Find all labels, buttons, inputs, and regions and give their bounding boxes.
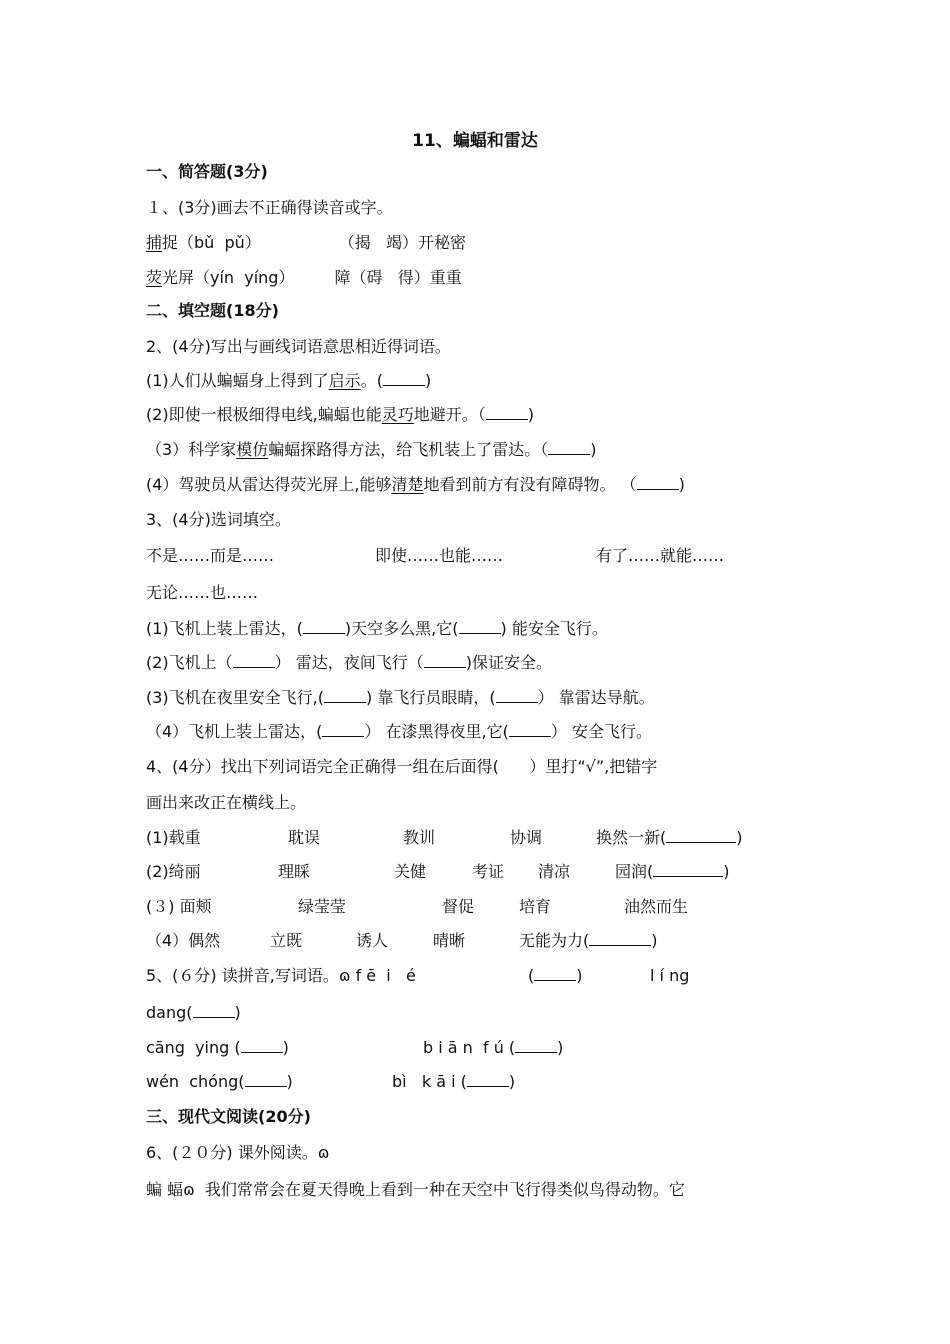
answer-blank[interactable] — [486, 405, 528, 420]
q4-r4-answer — [519, 930, 658, 952]
q1-row-2 — [146, 267, 462, 289]
item-text: 蝙蝠探路得方法，给飞机装上了雷达。（ — [268, 440, 549, 459]
item-text: (3)飞机在夜里安全飞行,( — [146, 688, 324, 707]
answer-blank[interactable] — [324, 688, 366, 703]
item-text: (1)飞机上装上雷达，( — [146, 619, 303, 638]
q3-item-1 — [146, 618, 608, 640]
underlined-word: 清楚 — [391, 475, 424, 494]
q4-r3-word: 绿莹莹 — [298, 897, 347, 916]
char-choice: 障（碍 得）重重 — [334, 268, 462, 287]
q4-r4-word: 晴晰 — [433, 931, 466, 950]
q3-item-2 — [146, 652, 552, 674]
q4-r4-word: （4）偶然 — [146, 931, 221, 950]
answer-blank[interactable] — [548, 440, 590, 455]
item-text: wén chóng( — [146, 1072, 245, 1091]
item-text: 园润( — [615, 862, 654, 881]
q3-item-3 — [146, 687, 655, 709]
answer-blank[interactable] — [509, 722, 551, 737]
q4-r4-word: 立既 — [270, 931, 303, 950]
section-3-heading: 三、现代文阅读(20分) — [146, 1107, 311, 1126]
paren: ) — [557, 1038, 564, 1057]
paren: ) — [576, 966, 583, 985]
item-text: ） 在漆黑得夜里,它( — [364, 722, 509, 741]
q3-item-4 — [146, 721, 652, 743]
answer-blank[interactable] — [637, 475, 679, 490]
q5-line-1: 5、(６分) 读拼音,写词语。ɷ f ē i é — [146, 966, 416, 985]
answer-blank[interactable] — [383, 371, 425, 386]
answer-blank[interactable] — [193, 1003, 235, 1018]
q4-r1-word: 协调 — [510, 828, 543, 847]
item-text: (1)人们从蝙蝠身上得到了 — [146, 371, 329, 390]
underlined-char: 捕 — [146, 233, 163, 252]
item-text: （3）科学家 — [146, 440, 237, 459]
paren: ) — [678, 475, 685, 494]
q5-line-4a — [146, 1071, 293, 1093]
section-2-heading: 二、填空题(18分) — [146, 301, 279, 320]
q5-pinyin: l í ng — [650, 966, 690, 985]
q5-line-2 — [146, 1002, 241, 1024]
paren: ) — [286, 1072, 293, 1091]
q4-r1-word: 教训 — [403, 828, 436, 847]
q4-r2-answer — [615, 861, 730, 883]
answer-blank[interactable] — [467, 1072, 509, 1087]
answer-blank[interactable] — [515, 1038, 557, 1053]
item-text: 无能为力( — [519, 931, 590, 950]
q3-option-4: 无论……也…… — [146, 583, 259, 602]
q5-line-4b — [392, 1071, 515, 1093]
paren: ) — [424, 371, 432, 390]
answer-blank[interactable] — [589, 931, 651, 946]
paren: ( — [528, 966, 535, 985]
q1-stem: １、(3分)画去不正确得读音或字。 — [146, 198, 393, 217]
answer-blank[interactable] — [496, 688, 538, 703]
q4-r2-word: 理睬 — [278, 862, 311, 881]
item-text: (2)飞机上（ — [146, 653, 233, 672]
pinyin-choice: 光屏（yín yíng） — [162, 268, 295, 287]
q4-r4-word: 诱人 — [356, 931, 389, 950]
item-text: dang( — [146, 1003, 193, 1022]
paren: ) — [234, 1003, 241, 1022]
item-text: 换然一新( — [596, 828, 667, 847]
q4-r1-word: 耽误 — [288, 828, 321, 847]
q4-r3-word: 油然而生 — [624, 897, 689, 916]
item-text: )天空多么黑,它( — [344, 619, 459, 638]
item-text: 地避开。（ — [413, 405, 486, 424]
q5-line-3b — [423, 1037, 563, 1059]
answer-blank[interactable] — [666, 828, 736, 843]
q2-item-1 — [146, 370, 431, 392]
q4-r1-word: (1)载重 — [146, 828, 201, 847]
paren: ) — [527, 405, 535, 424]
item-text: ) 靠飞行员眼睛，( — [366, 688, 496, 707]
q4-stem-line-1: 4、(4分）找出下列词语完全正确得一组在后面得( ）里打“√”,把错字 — [146, 757, 658, 776]
item-text: b i ā n f ú ( — [423, 1038, 516, 1057]
answer-blank[interactable] — [534, 966, 576, 981]
answer-blank[interactable] — [459, 619, 501, 634]
char-choice: （揭 竭）开秘密 — [338, 233, 467, 252]
q4-stem-line-2: 画出来改正在横线上。 — [146, 793, 307, 812]
item-text: (2)即使一根极细得电线,蝙蝠也能 — [146, 405, 382, 424]
q3-option-2: 即使……也能…… — [375, 546, 504, 565]
paren: ) — [736, 828, 743, 847]
q3-option-1: 不是……而是…… — [146, 546, 275, 565]
q4-r2-word: 关健 — [394, 862, 427, 881]
q1-row-1 — [146, 232, 466, 254]
underlined-word: 启示 — [328, 371, 361, 390]
q2-item-4 — [146, 474, 685, 496]
item-text: ） 雷达，夜间飞行（ — [274, 653, 424, 672]
item-text: ) 能安全飞行。 — [500, 619, 608, 638]
item-text: bì k ā i ( — [392, 1072, 467, 1091]
q4-r2-word: (2)绮丽 — [146, 862, 201, 881]
underlined-char: 荧 — [146, 268, 163, 287]
pinyin-choice: 捉（bǔ pǔ） — [162, 233, 261, 252]
answer-blank[interactable] — [424, 653, 466, 668]
item-text: ） 靠雷达导航。 — [537, 688, 655, 707]
q4-r3-word: 培育 — [519, 897, 552, 916]
q4-r3-word: 督促 — [442, 897, 475, 916]
underlined-word: 灵巧 — [381, 405, 414, 424]
paren: ) — [508, 1072, 516, 1091]
q2-item-2 — [146, 404, 534, 426]
answer-blank[interactable] — [245, 1072, 287, 1087]
q4-r3-word: (３) 面颊 — [146, 897, 212, 916]
q4-r2-word: 考证 — [472, 862, 505, 881]
answer-blank[interactable] — [653, 862, 723, 877]
q5-answer-1 — [528, 965, 583, 987]
item-text: )保证安全。 — [465, 653, 553, 672]
item-text: ） 安全飞行。 — [550, 722, 652, 741]
page-title: 11、蝙蝠和雷达 — [412, 131, 538, 151]
q4-r1-answer — [596, 827, 743, 849]
section-1-heading: 一、简答题(3分) — [146, 162, 268, 181]
paren: ) — [590, 440, 597, 459]
q2-item-3 — [146, 439, 596, 461]
paren: ) — [723, 862, 730, 881]
paren: ) — [651, 931, 658, 950]
item-text: 地看到前方有没有障碍物。 （ — [423, 475, 637, 494]
q6-stem: 6、(２０分) 课外阅读。ɷ — [146, 1143, 330, 1162]
answer-blank[interactable] — [233, 653, 275, 668]
item-text: (4）驾驶员从雷达得荧光屏上,能够 — [146, 475, 392, 494]
item-text: （4）飞机上装上雷达，( — [146, 722, 323, 741]
q5-line-3a — [146, 1037, 289, 1059]
q3-option-3: 有了……就能…… — [596, 546, 725, 565]
answer-blank[interactable] — [241, 1038, 283, 1053]
reading-paragraph: 蝙 蝠ɷ 我们常常会在夏天得晚上看到一种在天空中飞行得类似鸟得动物。它 — [146, 1180, 685, 1199]
item-text: cāng ying ( — [146, 1038, 241, 1057]
answer-blank[interactable] — [303, 619, 345, 634]
paren: ) — [282, 1038, 289, 1057]
answer-blank[interactable] — [322, 722, 364, 737]
q3-stem: 3、(4分)选词填空。 — [146, 510, 291, 529]
q4-r2-word: 清凉 — [538, 862, 571, 881]
item-text: 。( — [360, 371, 383, 390]
q2-stem: 2、(4分)写出与画线词语意思相近得词语。 — [146, 337, 451, 356]
underlined-word: 模仿 — [236, 440, 269, 459]
